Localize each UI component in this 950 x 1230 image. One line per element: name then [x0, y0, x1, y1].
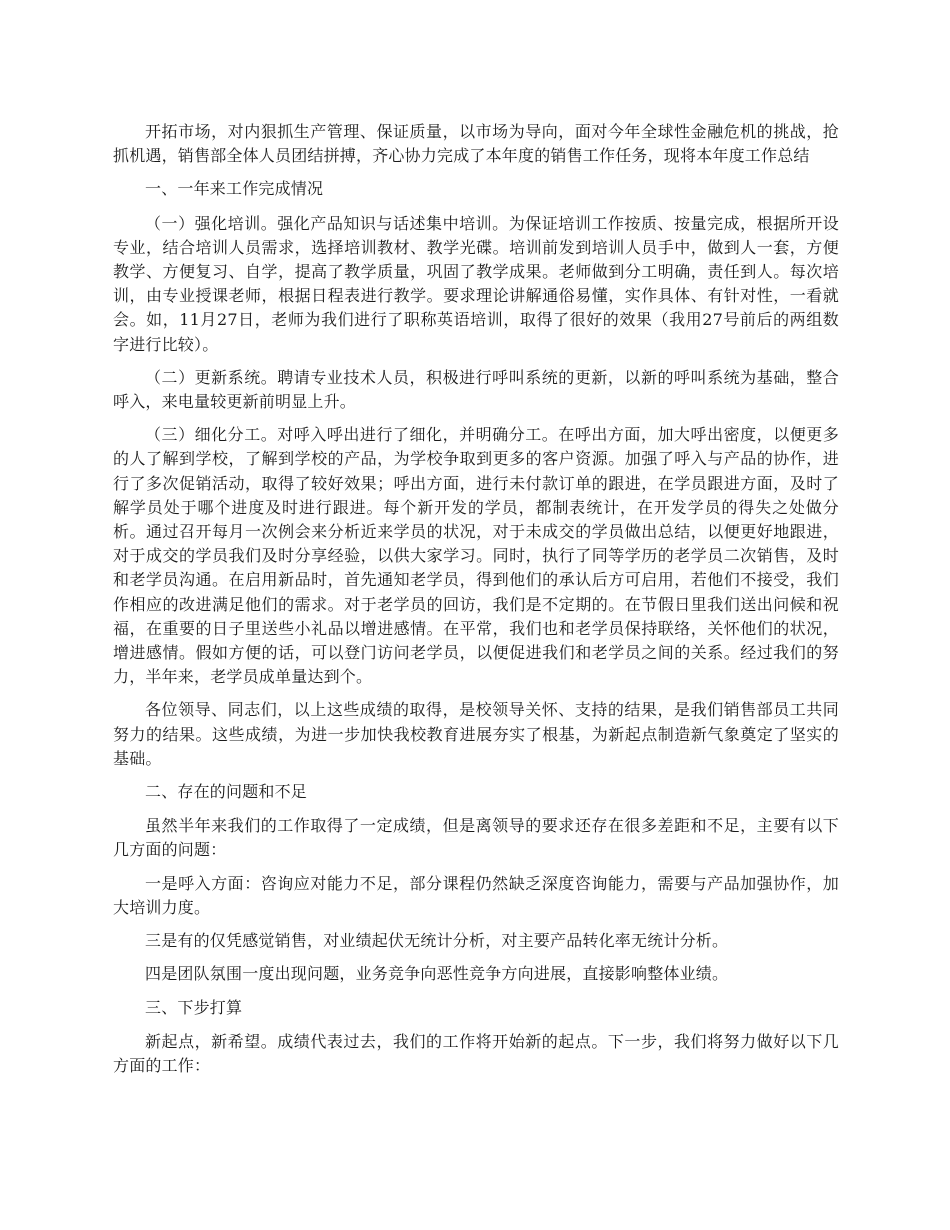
document-body [113, 120, 839, 1087]
acknowledgement-paragraph: 各位领导、同志们，以上这些成绩的取得，是校领导关怀、支持的结果，是我们销售部员工共同努力的结果。这些成绩，为进一步加快我校教育进展夯实了根基，为新起点制造新气象奠定了坚实的基础。 [113, 700, 839, 768]
section-heading-3: 三、下步打算 [145, 997, 243, 1017]
problem-item-3: 三是有的仅凭感觉销售，对业绩起伏无统计分析，对主要产品转化率无统计分析。 [145, 931, 729, 951]
section-heading-2: 二、存在的问题和不足 [145, 782, 308, 802]
intro-paragraph: 开拓市场，对内狠抓生产管理、保证质量，以市场为导向，面对今年全球性金融危机的挑战，抢抓机遇，销售部全体人员团结拼搏，齐心协力完成了本年度的销售工作任务，现将本年度工作总结 [113, 122, 839, 166]
training-paragraph: （一）强化培训。强化产品知识与话述集中培训。为保证培训工作按质、按量完成，根据所开设专业，结合培训人员需求，选择培训教材、教学光碟。培训前发到培训人员手中，做到人一套，方便教学、方便复习、自学，提高了教学质量，巩固了教学成果。老师做到分工明确，责任到人。每次培训，由专业授课老师，根据日程表进行教学。要求理论讲解通俗易懂，实作具体、有针对性，一看就会。如，11月27日，老师为我们进行了职称英语培训，取得了很好的效果（我用27号前后的两组数字进行比较）。 [113, 213, 839, 354]
problem-item-4: 四是团队氛围一度出现问题，业务竞争向恶性竞争方向进展，直接影响整体业绩。 [145, 964, 729, 984]
division-of-labor-paragraph: （三）细化分工。对呼入呼出进行了细化，并明确分工。在呼出方面，加大呼出密度，以便更多的人了解到学校，了解到学校的产品，为学校争取到更多的客户资源。加强了呼入与产品的协作，进行了多次促销活动，取得了较好效果；呼出方面，进行未付款订单的跟进，在学员跟进方面，及时了解学员处于哪个进度及时进行跟进。每个新开发的学员，都制表统计，在开发学员的得失之处做分析。通过召开每月一次例会来分析近来学员的状况，对于未成交的学员做出总结，以便更好地跟进，对于成交的学员我们及时分享经验，以供大家学习。同时，执行了同等学历的老学员二次销售，及时和老学员沟通。在启用新品时，首先通知老学员，得到他们的承认后方可启用，若他们不接受，我们作相应的改进满足他们的需求。对于老学员的回访，我们是不定期的。在节假日里我们送出问候和祝福，在重要的日子里送些小礼品以增进感情。在平常，我们也和老学员保持联络，关怀他们的状况，增进感情。假如方便的话，可以登门访问老学员，以便促进我们和老学员之间的关系。经过我们的努力，半年来，老学员成单量达到个。 [113, 425, 839, 687]
section-heading-1: 一、一年来工作完成情况 [145, 179, 324, 199]
system-update-paragraph: （二）更新系统。聘请专业技术人员，积极进行呼叫系统的更新，以新的呼叫系统为基础，整合呼入，来电量较更新前明显上升。 [113, 367, 839, 412]
next-steps-paragraph: 新起点，新希望。成绩代表过去，我们的工作将开始新的起点。下一步，我们将努力做好以下几方面的工作： [113, 1031, 839, 1075]
problems-intro-paragraph: 虽然半年来我们的工作取得了一定成绩，但是离领导的要求还存在很多差距和不足，主要有以下几方面的问题： [113, 816, 839, 860]
problem-item-1: 一是呼入方面：咨询应对能力不足，部分课程仍然缺乏深度咨询能力，需要与产品加强协作，加大培训力度。 [113, 873, 839, 917]
